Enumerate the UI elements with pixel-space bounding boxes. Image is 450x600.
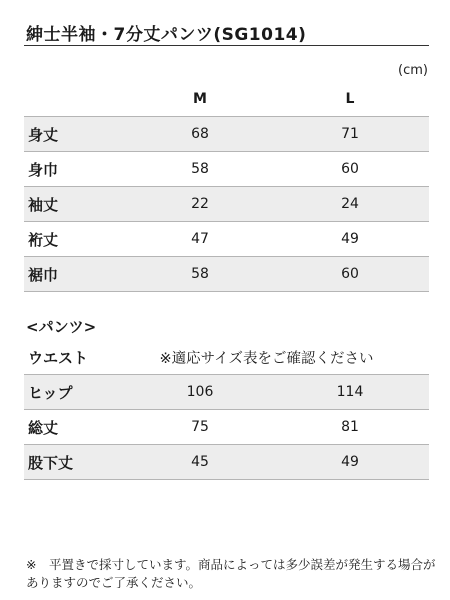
value-l: 49 xyxy=(341,454,359,470)
row-label: 総丈 xyxy=(28,418,59,437)
waist-note: ※適応サイズ表をご確認ください xyxy=(159,350,374,367)
value-l: 60 xyxy=(341,266,359,282)
pants-section-heading: <パンツ> xyxy=(26,318,97,336)
table-row xyxy=(24,257,429,292)
value-l: 71 xyxy=(341,126,359,142)
table-row xyxy=(24,222,429,257)
value-m: 58 xyxy=(191,266,209,282)
value-l: 81 xyxy=(341,419,359,435)
value-l: 60 xyxy=(341,161,359,177)
value-l: 24 xyxy=(341,196,359,212)
value-m: 58 xyxy=(191,161,209,177)
row-label: ヒップ xyxy=(28,383,73,402)
row-label: ウエスト xyxy=(28,348,89,367)
page-title: 紳士半袖・7分丈パンツ(SG1014) xyxy=(26,25,307,45)
table-row xyxy=(24,445,429,480)
table-row xyxy=(24,187,429,222)
unit-label: (cm) xyxy=(398,63,428,78)
table-row xyxy=(24,117,429,152)
value-m: 75 xyxy=(191,419,209,435)
title-divider xyxy=(24,45,429,46)
row-label: 身巾 xyxy=(28,160,59,179)
value-l: 114 xyxy=(336,384,364,400)
row-label: 股下丈 xyxy=(28,453,74,472)
table-row xyxy=(24,410,429,445)
value-m: 47 xyxy=(191,231,209,247)
column-header-l: L xyxy=(345,91,355,107)
measurement-footnote: ※ 平置きで採寸しています。商品によっては多少誤差が発生する場合がありますのでご了承ください。 xyxy=(26,557,436,590)
table-row xyxy=(24,340,429,375)
value-m: 22 xyxy=(191,196,209,212)
table-row xyxy=(24,152,429,187)
column-header-m: M xyxy=(193,91,207,107)
row-label: 身丈 xyxy=(28,125,59,144)
table-row xyxy=(24,375,429,410)
value-m: 106 xyxy=(186,384,214,400)
pants-size-table xyxy=(24,340,429,480)
value-m: 45 xyxy=(191,454,209,470)
row-label: 裄丈 xyxy=(28,230,59,249)
row-label: 裾巾 xyxy=(28,265,59,284)
row-label: 袖丈 xyxy=(28,195,59,214)
value-m: 68 xyxy=(191,126,209,142)
top-size-table xyxy=(24,82,429,292)
value-l: 49 xyxy=(341,231,359,247)
table-header-row xyxy=(24,82,429,117)
